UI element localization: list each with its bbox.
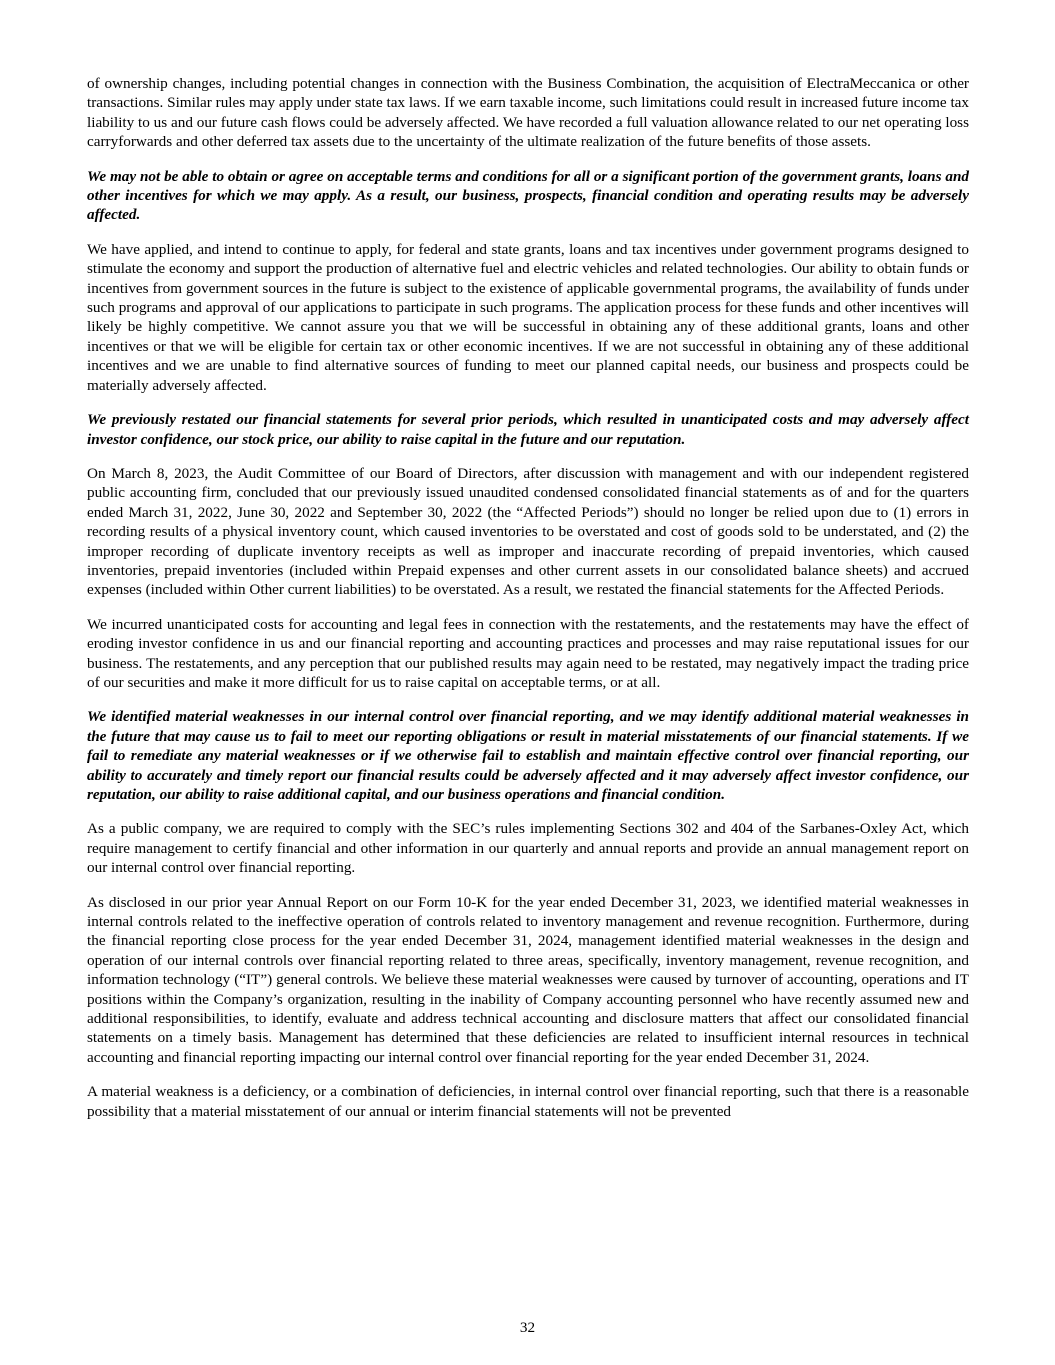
paragraph-sarbanes-oxley: As a public company, we are required to comply with the SEC’s rules implementing Sections 302 and 404 of the Sarbanes-Oxley Act, which require management to certify financial and other information in our quarterly and annual reports and provide an annual management report on our internal control over financial reporting. (87, 820, 969, 877)
risk-heading-material-weaknesses: We identified material weaknesses in our internal control over financial reporting, and we may identify additional material weaknesses in the future that may cause us to fail to meet our reporting obligations or result in material misstatements of our financial statements. If we fail to remediate any material weaknesses or if we otherwise fail to establish and maintain effective control over financial reporting, our ability to accurately and timely report our financial results could be adversely affected and it may adversely affect investor confidence, our reputation, our ability to raise additional capital, and our business operations and financial condition. (87, 708, 969, 803)
paragraph-government-grants: We have applied, and intend to continue to apply, for federal and state grants, loans and tax incentives under government programs designed to stimulate the economy and support the production of alternative fuel and electric vehicles and related technologies. Our ability to obtain funds or incentives from government sources in the future is subject to the existence of applicable governmental programs, the availability of funds under such programs and approval of our applications to participate in such programs. The application process for these funds and other incentives will likely be highly competitive. We cannot assure you that we will be successful in obtaining any of these additional grants, loans and other incentives or that we will be eligible for certain tax or other economic incentives. If we are not successful in obtaining any of these additional incentives and we are unable to find alternative sources of funding to meet our planned capital needs, our business and prospects could be materially adversely affected. (87, 240, 969, 394)
risk-heading-government-incentives: We may not be able to obtain or agree on acceptable terms and conditions for all or a significant portion of the government grants, loans and other incentives for which we may apply. As a result, our business, prospects, financial condition and operating results may be adversely affected. (87, 167, 969, 224)
paragraph-identified-weaknesses: As disclosed in our prior year Annual Report on our Form 10-K for the year ended December 31, 2023, we identified material weaknesses in internal controls related to the ineffective operation of controls related to inventory management and revenue recognition. Furthermore, during the financial reporting close process for the year ended December 31, 2024, management identified material weaknesses in the design and operation of our internal controls over financial reporting related to three areas, specifically, inventory management, revenue recognition, and information technology (“IT”) general controls. We believe these material weaknesses were caused by turnover of accounting, operations and IT positions within the Company’s organization, resulting in the inability of Company accounting personnel who have recently assumed new and additional responsibilities, to identify, evaluate and address technical accounting and disclosure matters that affect our consolidated financial statements on a timely basis. Management has determined that these deficiencies are related to insufficient internal resources in technical accounting and financial reporting impacting our internal control over financial reporting for the year ended December 31, 2024. (87, 893, 969, 1066)
page-number: 32 (519, 1319, 536, 1336)
paragraph-material-weakness-definition: A material weakness is a deficiency, or a combination of deficiencies, in internal control over financial reporting, such that there is a reasonable possibility that a material misstatement of our annual or interim financial statements will not be prevented (87, 1083, 969, 1120)
paragraph-restatement-costs: We incurred unanticipated costs for accounting and legal fees in connection with the restatements, and the restatements may have the effect of eroding investor confidence in us and our financial reporting and accounting practices and processes and may raise reputational issues for our business. The restatements, and any perception that our published results may again need to be restated, may negatively impact the trading price of our securities and make it more difficult for us to raise capital on acceptable terms, or at all. (87, 615, 969, 691)
paragraph-ownership-changes: of ownership changes, including potential changes in connection with the Business Combination, the acquisition of ElectraMeccanica or other transactions. Similar rules may apply under state tax laws. If we earn taxable income, such limitations could result in increased future income tax liability to us and our future cash flows could be adversely affected. We have recorded a full valuation allowance related to our net operating loss carryforwards and other deferred tax assets due to the uncertainty of the ultimate realization of the future benefits of those assets. (87, 75, 969, 151)
risk-heading-restatement: We previously restated our financial statements for several prior periods, which resulted in unanticipated costs and may adversely affect investor confidence, our stock price, our ability to raise capital in the future and our reputation. (87, 411, 969, 448)
paragraph-audit-committee: On March 8, 2023, the Audit Committee of our Board of Directors, after discussion with management and with our independent registered public accounting firm, concluded that our previously issued unaudited condensed consolidated financial statements as of and for the quarters ended March 31, 2022, June 30, 2022 and September 30, 2022 (the “Affected Periods”) should no longer be relied upon due to (1) errors in recording results of a physical inventory count, which caused inventories to be overstated and cost of goods sold to be understated, and (2) the improper recording of duplicate inventory receipts as well as improper and inaccurate recording of prepaid inventories, which caused inventories, prepaid inventories (included within Prepaid expenses and other current assets in our consolidated balance sheets) and accrued expenses (included within Other current liabilities) to be overstated. As a result, we restated the financial statements for the Affected Periods. (87, 464, 969, 599)
page-content (87, 74, 969, 1136)
